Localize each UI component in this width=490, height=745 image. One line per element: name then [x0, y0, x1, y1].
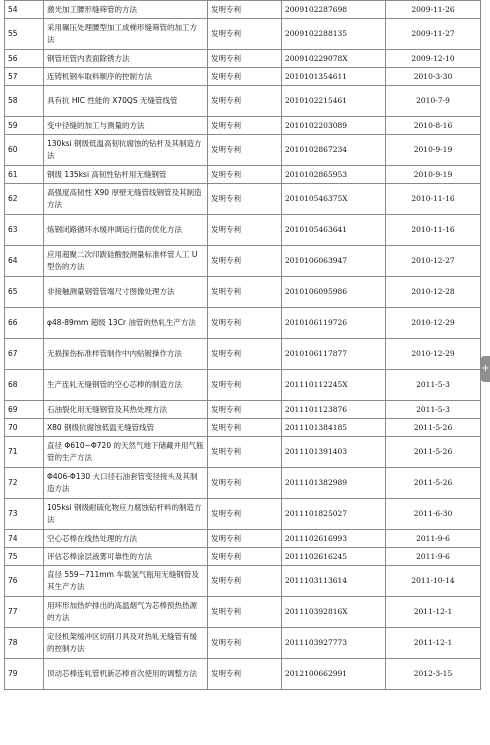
application-date: 2010-12-27 — [386, 246, 481, 277]
row-number: 60 — [5, 135, 44, 166]
application-number: 2011101382989 — [282, 468, 386, 499]
application-number: 2010106095986 — [282, 277, 386, 308]
row-number: 73 — [5, 499, 44, 530]
row-number: 63 — [5, 215, 44, 246]
patent-title: 105ksi 钢级耐硫化物应力腐蚀钻杆料的制造方法 — [44, 499, 208, 530]
application-date: 2010-11-16 — [386, 184, 481, 215]
row-number: 62 — [5, 184, 44, 215]
table-row — [5, 19, 481, 50]
patent-title: 评估芯棒涂层液雾可靠性的方法 — [44, 548, 208, 566]
application-number: 201110392816X — [282, 597, 386, 628]
application-number: 2011101391403 — [282, 437, 386, 468]
patent-type: 发明专利 — [208, 166, 282, 184]
application-date: 2011-9-6 — [386, 548, 481, 566]
application-number: 201010546375X — [282, 184, 386, 215]
table-row — [5, 437, 481, 468]
application-date: 2011-12-1 — [386, 597, 481, 628]
patent-title: 直径 559~711mm 车载氢气瓶用无缝钢管及其生产方法 — [44, 566, 208, 597]
table-row — [5, 246, 481, 277]
patent-title: 生产连轧无缝钢管的空心芯棒的制造方法 — [44, 370, 208, 401]
application-date: 2011-5-3 — [386, 370, 481, 401]
patent-type: 发明专利 — [208, 135, 282, 166]
application-number: 2012100662991 — [282, 659, 386, 690]
application-number: 2011102616993 — [282, 530, 386, 548]
application-date: 2010-12-29 — [386, 308, 481, 339]
application-date: 2010-12-28 — [386, 277, 481, 308]
table-row — [5, 548, 481, 566]
application-number: 2010101354611 — [282, 68, 386, 86]
table-row — [5, 135, 481, 166]
patent-type: 发明专利 — [208, 215, 282, 246]
application-number: 2010105463641 — [282, 215, 386, 246]
application-date: 2010-9-19 — [386, 135, 481, 166]
application-date: 2010-7-9 — [386, 86, 481, 117]
application-number: 2010106063947 — [282, 246, 386, 277]
table-row — [5, 215, 481, 246]
application-number: 2010102865953 — [282, 166, 386, 184]
row-number: 77 — [5, 597, 44, 628]
patent-title: X80 钢级抗腐蚀低温无缝管线管 — [44, 419, 208, 437]
patent-type: 发明专利 — [208, 437, 282, 468]
patent-title: 钢级 135ksi 高韧性钻杆用无缝钢管 — [44, 166, 208, 184]
patent-table-body — [5, 1, 481, 690]
application-date: 2010-3-30 — [386, 68, 481, 86]
application-date: 2011-12-1 — [386, 628, 481, 659]
patent-title: 直径 Φ610~Φ720 的天然气地下储藏井用气瓶管的生产方法 — [44, 437, 208, 468]
patent-title: 用环形加热炉排出的高温烟气为芯棒预热热源的方法 — [44, 597, 208, 628]
row-number: 57 — [5, 68, 44, 86]
table-row — [5, 659, 481, 690]
patent-type: 发明专利 — [208, 277, 282, 308]
patent-title: 钢管坯管内表面除锈方法 — [44, 50, 208, 68]
patent-type: 发明专利 — [208, 401, 282, 419]
table-row — [5, 401, 481, 419]
application-date: 2010-11-16 — [386, 215, 481, 246]
application-number: 2011103927773 — [282, 628, 386, 659]
application-date: 2010-12-29 — [386, 339, 481, 370]
row-number: 69 — [5, 401, 44, 419]
application-number: 2011101384185 — [282, 419, 386, 437]
table-row — [5, 468, 481, 499]
row-number: 58 — [5, 86, 44, 117]
row-number: 56 — [5, 50, 44, 68]
application-number: 2010102203089 — [282, 117, 386, 135]
row-number: 76 — [5, 566, 44, 597]
patent-table — [4, 0, 481, 690]
row-number: 68 — [5, 370, 44, 401]
row-number: 75 — [5, 548, 44, 566]
row-number: 64 — [5, 246, 44, 277]
table-row — [5, 530, 481, 548]
row-number: 67 — [5, 339, 44, 370]
patent-type: 发明专利 — [208, 19, 282, 50]
table-row — [5, 308, 481, 339]
application-number: 2009102288135 — [282, 19, 386, 50]
table-row — [5, 597, 481, 628]
application-date: 2010-8-16 — [386, 117, 481, 135]
patent-type: 发明专利 — [208, 530, 282, 548]
application-date: 2009-11-26 — [386, 1, 481, 19]
patent-type: 发明专利 — [208, 50, 282, 68]
application-date: 2010-9-19 — [386, 166, 481, 184]
row-number: 74 — [5, 530, 44, 548]
table-row — [5, 50, 481, 68]
table-row — [5, 68, 481, 86]
patent-title: Φ406-Φ130 大口径石油套管变径接头及其制造方法 — [44, 468, 208, 499]
patent-title: 空心芯棒在线热处理的方法 — [44, 530, 208, 548]
table-row — [5, 1, 481, 19]
patent-title: 130ksi 钢级低温高韧抗腐蚀的钻杆及其制造方法 — [44, 135, 208, 166]
patent-title: φ48-89mm 超级 13Cr 油管的热轧生产方法 — [44, 308, 208, 339]
row-number: 54 — [5, 1, 44, 19]
application-date: 2011-6-30 — [386, 499, 481, 530]
row-number: 61 — [5, 166, 44, 184]
application-number: 2010102867234 — [282, 135, 386, 166]
table-row — [5, 166, 481, 184]
patent-type: 发明专利 — [208, 499, 282, 530]
table-row — [5, 370, 481, 401]
patent-title: 应用超聚二次印跋硅酸胶测量标准样管人工 U 型伤的方法 — [44, 246, 208, 277]
application-number: 2011101123876 — [282, 401, 386, 419]
row-number: 65 — [5, 277, 44, 308]
application-number: 2011103113614 — [282, 566, 386, 597]
row-number: 72 — [5, 468, 44, 499]
application-number: 200910229078X — [282, 50, 386, 68]
row-number: 66 — [5, 308, 44, 339]
application-date: 2009-12-10 — [386, 50, 481, 68]
table-row — [5, 277, 481, 308]
application-date: 2011-10-14 — [386, 566, 481, 597]
table-row — [5, 184, 481, 215]
patent-type: 发明专利 — [208, 468, 282, 499]
patent-type: 发明专利 — [208, 308, 282, 339]
patent-type: 发明专利 — [208, 68, 282, 86]
application-number: 201110112245X — [282, 370, 386, 401]
row-number: 59 — [5, 117, 44, 135]
patent-type: 发明专利 — [208, 419, 282, 437]
row-number: 71 — [5, 437, 44, 468]
patent-title: 具有抗 HIC 性能的 X70QS 无缝管线管 — [44, 86, 208, 117]
application-date: 2012-3-15 — [386, 659, 481, 690]
patent-type: 发明专利 — [208, 659, 282, 690]
application-number: 2009102287698 — [282, 1, 386, 19]
patent-title: 激光加工腰形缝筛管的方法 — [44, 1, 208, 19]
table-row — [5, 419, 481, 437]
patent-title: 连铸机钢车取料顺序的控制方法 — [44, 68, 208, 86]
table-row — [5, 86, 481, 117]
patent-type: 发明专利 — [208, 370, 282, 401]
application-number: 2011101825027 — [282, 499, 386, 530]
patent-title: 高强度高韧性 X90 厚壁无缝管线钢管及其制造方法 — [44, 184, 208, 215]
patent-title: 顶动芯棒连轧管机新芯棒首次使用的调整方法 — [44, 659, 208, 690]
patent-type: 发明专利 — [208, 86, 282, 117]
patent-type: 发明专利 — [208, 628, 282, 659]
patent-type: 发明专利 — [208, 597, 282, 628]
side-expand-tab[interactable]: + — [481, 356, 490, 382]
application-number: 2010102215461 — [282, 86, 386, 117]
row-number: 79 — [5, 659, 44, 690]
application-number: 2010106119726 — [282, 308, 386, 339]
patent-title: 石油裂化用无缝钢管及其热处理方法 — [44, 401, 208, 419]
application-date: 2011-5-3 — [386, 401, 481, 419]
table-row — [5, 117, 481, 135]
patent-type: 发明专利 — [208, 339, 282, 370]
table-row — [5, 628, 481, 659]
table-row — [5, 499, 481, 530]
row-number: 78 — [5, 628, 44, 659]
patent-type: 发明专利 — [208, 548, 282, 566]
patent-type: 发明专利 — [208, 566, 282, 597]
application-date: 2009-11-27 — [386, 19, 481, 50]
row-number: 55 — [5, 19, 44, 50]
patent-title: 采用碾压处理腰型加工成梯形缝筛管的加工方法 — [44, 19, 208, 50]
patent-title: 炼钢闭路循环水缓冲调运行值的优化方法 — [44, 215, 208, 246]
application-number: 2011102616245 — [282, 548, 386, 566]
patent-title: 无损探伤标准样管制作中内贴镀操作方法 — [44, 339, 208, 370]
application-date: 2011-5-26 — [386, 419, 481, 437]
patent-type: 发明专利 — [208, 1, 282, 19]
application-number: 2010106117877 — [282, 339, 386, 370]
patent-type: 发明专利 — [208, 184, 282, 215]
table-row — [5, 339, 481, 370]
application-date: 2011-5-26 — [386, 468, 481, 499]
row-number: 70 — [5, 419, 44, 437]
application-date: 2011-5-26 — [386, 437, 481, 468]
application-date: 2011-9-6 — [386, 530, 481, 548]
patent-title: 定径机架缓冲区切削刀具及对热轧无缝管有缓的控制方法 — [44, 628, 208, 659]
patent-type: 发明专利 — [208, 246, 282, 277]
table-row — [5, 566, 481, 597]
patent-title: 非接触测量钢管管端尺寸图像处理方法 — [44, 277, 208, 308]
patent-title: 变中径缝的加工与测量的方法 — [44, 117, 208, 135]
patent-type: 发明专利 — [208, 117, 282, 135]
